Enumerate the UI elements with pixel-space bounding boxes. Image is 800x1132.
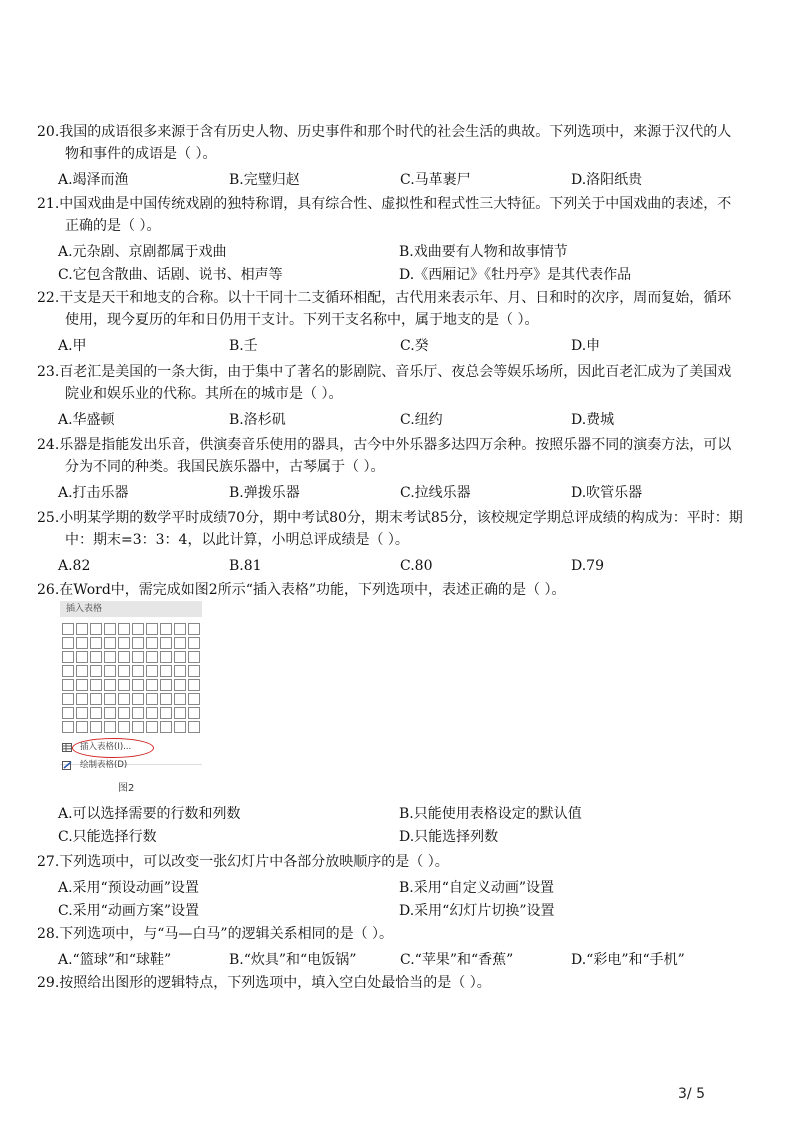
options-row [37,409,743,431]
question-stem: 28.下列选项中，与“马—白马”的逻辑关系相同的是（ ）。 [37,926,394,942]
grid-cell [76,665,88,677]
option-c: C.它包含散曲、话剧、说书、相声等 [58,267,283,283]
grid-cell [76,721,88,733]
grid-cell [174,651,186,663]
grid-cell [76,679,88,691]
question-24 [37,434,743,504]
grid-cell [118,693,130,705]
option-a: A.甲 [58,338,87,354]
grid-cell [62,665,74,677]
option-d: D.费城 [571,412,615,428]
question-23 [37,361,743,431]
pencil-icon [62,761,72,770]
grid-cell [188,665,200,677]
grid-cell [160,651,172,663]
grid-cell [160,679,172,691]
grid-cell [132,651,144,663]
option-c: C.马革裹尸 [400,172,471,188]
grid-cell [104,721,116,733]
question-25 [37,507,743,577]
grid-cell [104,665,116,677]
grid-cell [132,637,144,649]
option-a: A.82 [58,558,91,574]
grid-cell [146,665,158,677]
option-c: C.拉线乐器 [400,485,471,501]
options-grid [37,877,743,922]
grid-cell [76,623,88,635]
grid-cell [90,693,102,705]
grid-cell [118,679,130,691]
option-c: C.“苹果”和“香蕉” [400,952,514,968]
option-b: B.戏曲要有人物和故事情节 [399,244,568,260]
question-stem: 27.下列选项中，可以改变一张幻灯片中各部分放映顺序的是（ ）。 [37,854,449,870]
option-c: C.采用“动画方案”设置 [58,903,199,919]
grid-cell [188,679,200,691]
grid-cell [76,693,88,705]
options-row [37,555,743,577]
question-21 [37,193,743,286]
option-b: B.“炊具”和“电饭锅” [229,952,357,968]
highlight-ellipse [72,738,154,758]
grid-cell [146,637,158,649]
option-c: C.80 [400,558,433,574]
grid-cell [62,679,74,691]
options-row [37,949,743,971]
grid-cell [76,707,88,719]
grid-cell [174,721,186,733]
option-b: B.弹拨乐器 [229,485,300,501]
grid-cell [62,707,74,719]
grid-cell [188,693,200,705]
options-row [37,482,743,504]
grid-cell [146,623,158,635]
option-d: D.只能选择列数 [399,829,499,845]
grid-cell [104,679,116,691]
draw-table-label: 绘制表格(D) [80,760,128,770]
grid-cell [62,623,74,635]
question-20 [37,121,743,191]
options-row [37,169,743,191]
options-row [37,335,743,357]
grid-cell [118,651,130,663]
grid-cell [174,693,186,705]
grid-cell [174,623,186,635]
option-c: C.纽约 [400,412,443,428]
question-stem: 25.小明某学期的数学平时成绩70分，期中考试80分，期末考试85分，该校规定学期总评成绩的构成为：平时：期中：期末=3：3：4，以此计算，小明总评成绩是（ ）。 [37,510,743,548]
question-22 [37,287,743,357]
option-d: D.采用“幻灯片切换”设置 [399,903,555,919]
grid-cell [62,693,74,705]
question-26 [37,579,743,601]
insert-table-label: 插入表格(I)... [80,742,132,752]
option-a: A.竭泽而渔 [58,172,129,188]
question-29 [37,972,743,994]
table-size-grid [62,623,200,733]
option-b: B.完璧归赵 [229,172,300,188]
grid-cell [104,651,116,663]
grid-cell [160,721,172,733]
grid-cell [76,637,88,649]
grid-cell [160,623,172,635]
option-b: B.只能使用表格设定的默认值 [399,806,582,822]
grid-cell [90,623,102,635]
insert-table-header: 插入表格 [60,601,202,617]
grid-cell [132,707,144,719]
page-number: 3/ 5 [678,1086,705,1102]
grid-cell [118,707,130,719]
insert-table-figure [58,599,208,794]
grid-cell [104,623,116,635]
option-d: D.洛阳纸贵 [571,172,643,188]
grid-cell [90,637,102,649]
option-a: A.“篮球”和“球鞋” [58,952,172,968]
options-grid [37,803,743,848]
grid-cell [104,693,116,705]
grid-cell [76,651,88,663]
grid-cell [160,665,172,677]
question-stem: 21.中国戏曲是中国传统戏剧的独特称谓，具有综合性、虚拟性和程式性三大特征。下列关于中国戏曲的表述，不正确的是（ ）。 [37,196,732,234]
grid-cell [90,679,102,691]
grid-cell [118,623,130,635]
table-icon [62,743,72,752]
option-d: D.《西厢记》《牡丹亭》是其代表作品 [399,267,632,283]
grid-cell [132,665,144,677]
draw-table-menu-item [62,759,127,771]
grid-cell [104,637,116,649]
question-stem: 22.干支是天干和地支的合称。以十干同十二支循环相配，古代用来表示年、月、日和时的次序，周而复始，循环使用，现今夏历的年和日仍用干支计。下列干支名称中，属于地支的是（ ）。 [37,290,732,328]
grid-cell [132,693,144,705]
grid-cell [118,637,130,649]
grid-cell [104,707,116,719]
grid-cell [160,707,172,719]
option-b: B.洛杉矶 [229,412,286,428]
options-grid [37,241,743,286]
option-a: A.元杂剧、京剧都属于戏曲 [58,244,227,260]
question-stem: 26.在Word中，需完成如图2所示“插入表格”功能，下列选项中，表述正确的是（ ）。 [37,582,566,598]
grid-cell [132,679,144,691]
grid-cell [90,707,102,719]
grid-cell [118,665,130,677]
grid-cell [146,693,158,705]
grid-cell [62,721,74,733]
question-stem: 20.我国的成语很多来源于含有历史人物、历史事件和那个时代的社会生活的典故。下列选项中，来源于汉代的人物和事件的成语是（ ）。 [37,124,732,162]
option-d: D.吹管乐器 [571,485,643,501]
grid-cell [188,651,200,663]
grid-cell [132,721,144,733]
question-stem: 29.按照给出图形的逻辑特点，下列选项中，填入空白处最恰当的是（ ）。 [37,975,491,991]
grid-cell [188,721,200,733]
grid-cell [118,721,130,733]
option-a: A.华盛顿 [58,412,115,428]
grid-cell [174,679,186,691]
option-d: D.79 [571,558,604,574]
question-stem: 24.乐器是指能发出乐音，供演奏音乐使用的器具，古今中外乐器多达四万余种。按照乐器不同的演奏方法，可以分为不同的种类。我国民族乐器中，古琴属于（ ）。 [37,437,732,475]
grid-cell [132,623,144,635]
grid-cell [160,693,172,705]
grid-cell [62,651,74,663]
question-stem: 23.百老汇是美国的一条大街，由于集中了著名的影剧院、音乐厅、夜总会等娱乐场所，因此百老汇成为了美国戏院业和娱乐业的代称。其所在的城市是（ ）。 [37,364,732,402]
question-27 [37,851,743,922]
option-d: D.“彩电”和“手机” [571,952,685,968]
grid-cell [188,623,200,635]
option-b: B.81 [229,558,262,574]
grid-cell [146,651,158,663]
grid-cell [174,665,186,677]
grid-cell [174,637,186,649]
option-d: D.申 [571,338,601,354]
grid-cell [62,637,74,649]
figure-caption: 图2 [118,783,135,794]
question-28 [37,923,743,971]
grid-cell [160,637,172,649]
option-c: C.癸 [400,338,429,354]
option-b: B.采用“自定义动画”设置 [399,880,555,896]
grid-cell [146,679,158,691]
option-a: A.打击乐器 [58,485,129,501]
grid-cell [188,637,200,649]
grid-cell [174,707,186,719]
grid-cell [146,721,158,733]
question-26-options [37,803,743,848]
grid-cell [146,707,158,719]
grid-cell [188,707,200,719]
option-a: A.采用“预设动画”设置 [58,880,199,896]
grid-cell [90,651,102,663]
grid-cell [90,665,102,677]
option-a: A.可以选择需要的行数和列数 [58,806,241,822]
option-c: C.只能选择行数 [58,829,157,845]
option-b: B.壬 [229,338,258,354]
grid-cell [90,721,102,733]
